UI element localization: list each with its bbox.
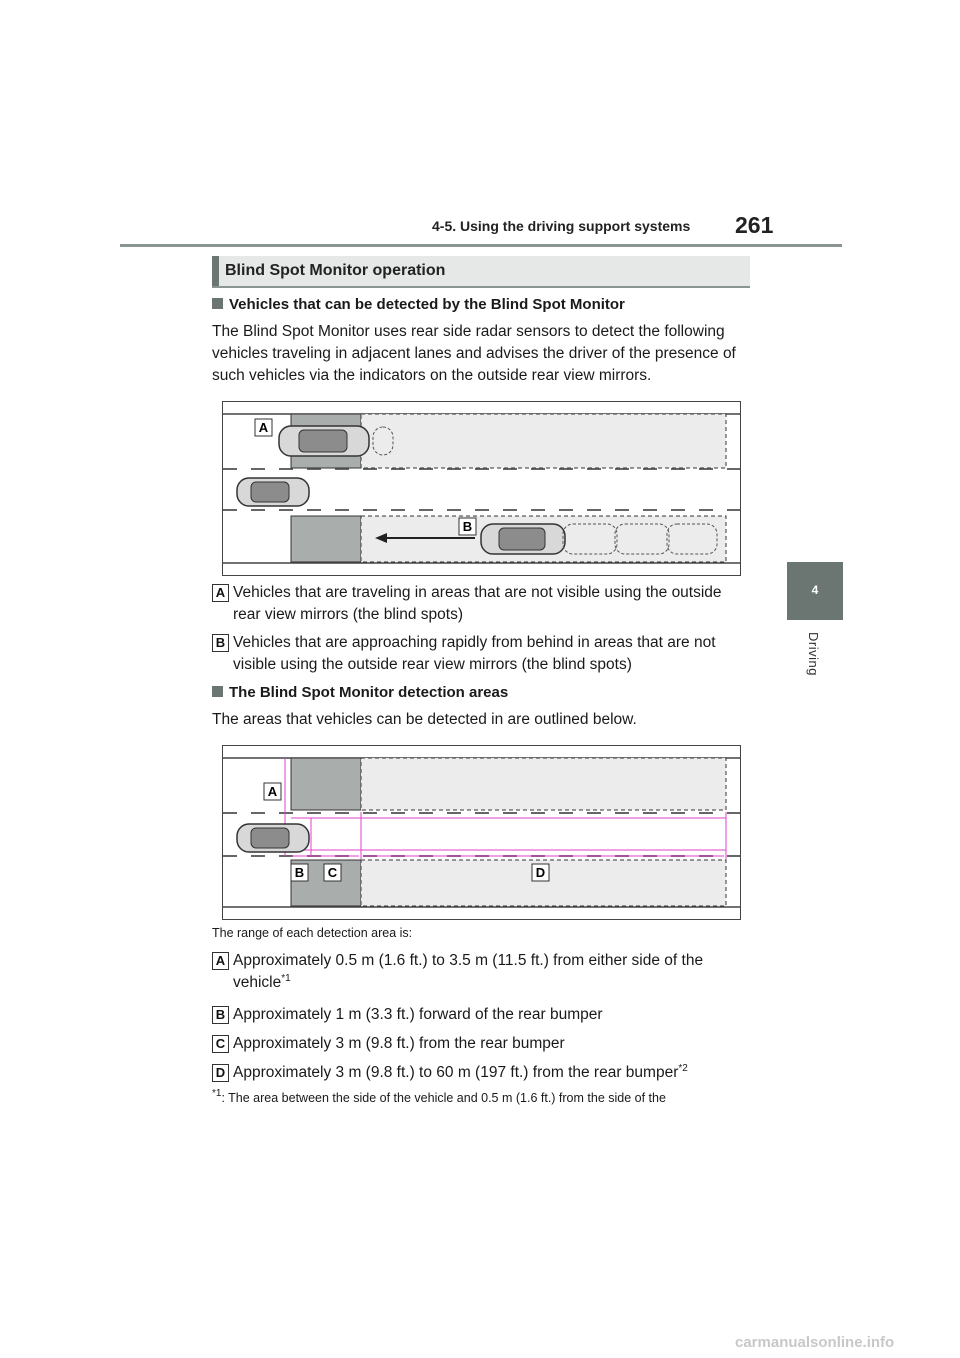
chapter-tab[interactable] — [787, 562, 843, 620]
chapter-tab-number: 4 — [811, 583, 819, 597]
header-section-title: 4-5. Using the driving support systems — [432, 218, 691, 234]
square-bullet-icon — [212, 686, 223, 697]
diagram1-label-b: B — [462, 519, 473, 534]
footnote-text: : The area between the side of the vehicle and 0.5 m (1.6 ft.) from the side of the — [221, 1091, 666, 1105]
diagram2-label-d: D — [535, 865, 546, 880]
diagram-detection-areas-svg — [223, 746, 740, 919]
square-bullet-icon — [212, 298, 223, 309]
section-title-bar — [212, 256, 219, 286]
item-badge: B — [212, 634, 229, 652]
subheading-text: The Blind Spot Monitor detection areas — [229, 684, 509, 701]
subheading-text: Vehicles that can be detected by the Blind Spot Monitor — [229, 296, 625, 313]
section-title-box — [212, 256, 750, 288]
list-item — [212, 632, 752, 676]
header-rule — [120, 244, 842, 247]
item-badge: A — [212, 952, 229, 970]
list-item — [212, 950, 752, 996]
diagram-detected-vehicles — [222, 401, 741, 576]
item-badge: D — [212, 1064, 229, 1082]
diagram-detected-vehicles-svg — [223, 402, 740, 575]
footnote — [212, 1088, 666, 1105]
item-text: Vehicles that are traveling in areas that are not visible using the outside rear view mirrors (the blind spots) — [233, 584, 722, 623]
item-text: Approximately 0.5 m (1.6 ft.) to 3.5 m (11.5 ft.) from either side of the vehicle$^{*1}$ — [233, 952, 704, 991]
item-text: Approximately 1 m (3.3 ft.) forward of the rear bumper — [233, 1006, 603, 1023]
diagram1-label-a: A — [258, 420, 269, 435]
section-title: Blind Spot Monitor operation — [225, 262, 446, 279]
item-badge: B — [212, 1006, 229, 1024]
watermark: carmanualsonline.info — [735, 1334, 895, 1351]
item-badge: C — [212, 1035, 229, 1053]
item-text: Approximately 3 m (9.8 ft.) to 60 m (197 ft.) from the rear bumper$^{*2}$ — [233, 1063, 688, 1081]
subheading-detection-areas — [212, 684, 508, 701]
footnote-ref: *2 — [678, 1063, 688, 1074]
list-item — [212, 582, 752, 626]
subheading-detected-vehicles — [212, 296, 625, 313]
chapter-tab-label: Driving — [806, 632, 821, 676]
own-car-icon — [237, 478, 309, 506]
diagram-detection-areas — [222, 745, 741, 920]
diagram2-label-c: C — [327, 865, 338, 880]
paragraph-intro: The Blind Spot Monitor uses rear side radar sensors to detect the following vehicles traveling in adjacent lanes and advises the driver of the presence of such vehicles via the indicators on the outside rear view mirrors. — [212, 323, 736, 384]
item-badge: A — [212, 584, 229, 602]
paragraph-areas: The areas that vehicles can be detected in are outlined below. — [212, 711, 637, 728]
item-text: Vehicles that are approaching rapidly from behind in areas that are not visible using the outside rear view mirrors (the blind spots) — [233, 634, 716, 673]
page-number: 261 — [735, 212, 774, 238]
diagram2-label-a: A — [267, 784, 278, 799]
item-text: Approximately 3 m (9.8 ft.) from the rear bumper — [233, 1035, 565, 1052]
footnote-mark: *1 — [212, 1088, 222, 1099]
footnote-ref: *1 — [281, 973, 291, 984]
diagram2-label-b: B — [294, 865, 305, 880]
own-car-icon — [237, 824, 309, 852]
range-intro: The range of each detection area is: — [212, 926, 413, 940]
